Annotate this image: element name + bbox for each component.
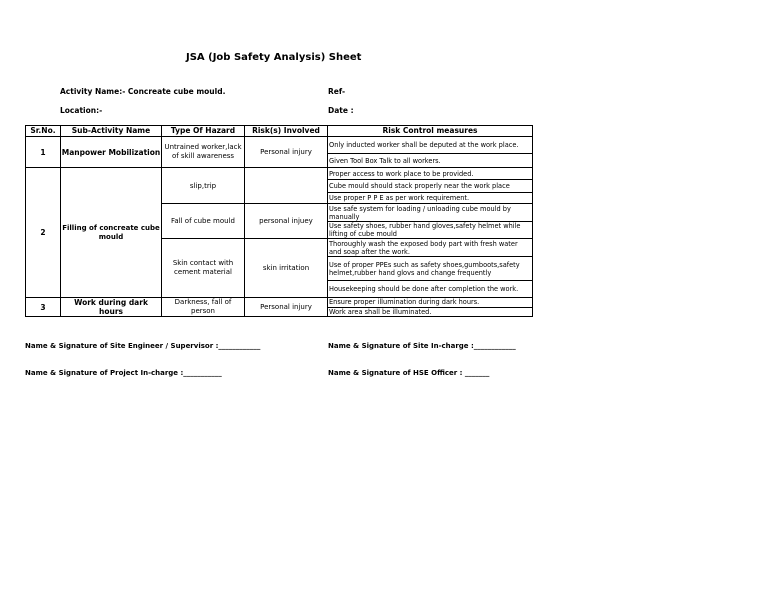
risk-cell: Personal injury	[245, 298, 328, 317]
hazard-cell: Darkness, fall of person	[162, 298, 245, 317]
risk-cell	[245, 168, 328, 204]
table-row	[26, 168, 533, 180]
table-row	[26, 298, 533, 308]
sr-no: 1	[26, 137, 61, 168]
control-measure: Use safety shoes, rubber hand gloves,safety helmet while lifting of cube mould	[328, 222, 533, 239]
sr-no: 2	[26, 168, 61, 298]
control-measure: Use proper P P E as per work requirement.	[328, 193, 533, 204]
page-title: JSA (Job Safety Analysis) Sheet	[186, 52, 362, 63]
column-header: Sub-Activity Name	[61, 126, 162, 137]
control-measure: Ensure proper illumination during dark hours.	[328, 298, 533, 308]
site-engineer-signature: Name & Signature of Site Engineer / Supervisor :____________	[25, 342, 261, 350]
control-measure: Use of proper PPEs such as safety shoes,gumboots,safety helmet,rubber hand glovs and change frequently	[328, 257, 533, 281]
risk-cell: Personal injury	[245, 137, 328, 168]
risk-cell: skin irritation	[245, 239, 328, 298]
hse-officer-signature: Name & Signature of HSE Officer : _______	[328, 369, 490, 377]
sub-activity: Filling of concreate cube mould	[61, 168, 162, 298]
control-measure: Given Tool Box Talk to all workers.	[328, 154, 533, 168]
control-measure: Thoroughly wash the exposed body part with fresh water and soap after the work.	[328, 239, 533, 257]
column-header: Risk(s) Involved	[245, 126, 328, 137]
column-header: Sr.No.	[26, 126, 61, 137]
hazard-cell: slip,trip	[162, 168, 245, 204]
control-measure: Housekeeping should be done after completion the work.	[328, 281, 533, 298]
hazard-cell: Untrained worker,lack of skill awareness	[162, 137, 245, 168]
control-measure: Only inducted worker shall be deputed at the work place.	[328, 137, 533, 154]
date-label: Date :	[328, 106, 354, 115]
ref-label: Ref-	[328, 87, 346, 96]
table-row	[26, 137, 533, 154]
column-header: Risk Control measures	[328, 126, 533, 137]
sr-no: 3	[26, 298, 61, 317]
project-incharge-signature: Name & Signature of Project In-charge :___________	[25, 369, 222, 377]
control-measure: Work area shall be illuminated.	[328, 307, 533, 317]
site-incharge-signature: Name & Signature of Site In-charge :____________	[328, 342, 516, 350]
risk-cell: personal injuey	[245, 204, 328, 239]
control-measure: Proper access to work place to be provided.	[328, 168, 533, 180]
control-measure: Cube mould should stack properly near the work place	[328, 180, 533, 193]
table-header-row	[26, 126, 533, 137]
location-label: Location:-	[60, 106, 103, 115]
jsa-table	[25, 125, 533, 317]
activity-name: Activity Name:- Concreate cube mould.	[60, 87, 226, 96]
sub-activity: Manpower Mobilization	[61, 137, 162, 168]
control-measure: Use safe system for loading / unloading cube mould by manually	[328, 204, 533, 222]
sub-activity: Work during dark hours	[61, 298, 162, 317]
hazard-cell: Skin contact with cement material	[162, 239, 245, 298]
hazard-cell: Fall of cube mould	[162, 204, 245, 239]
column-header: Type Of Hazard	[162, 126, 245, 137]
